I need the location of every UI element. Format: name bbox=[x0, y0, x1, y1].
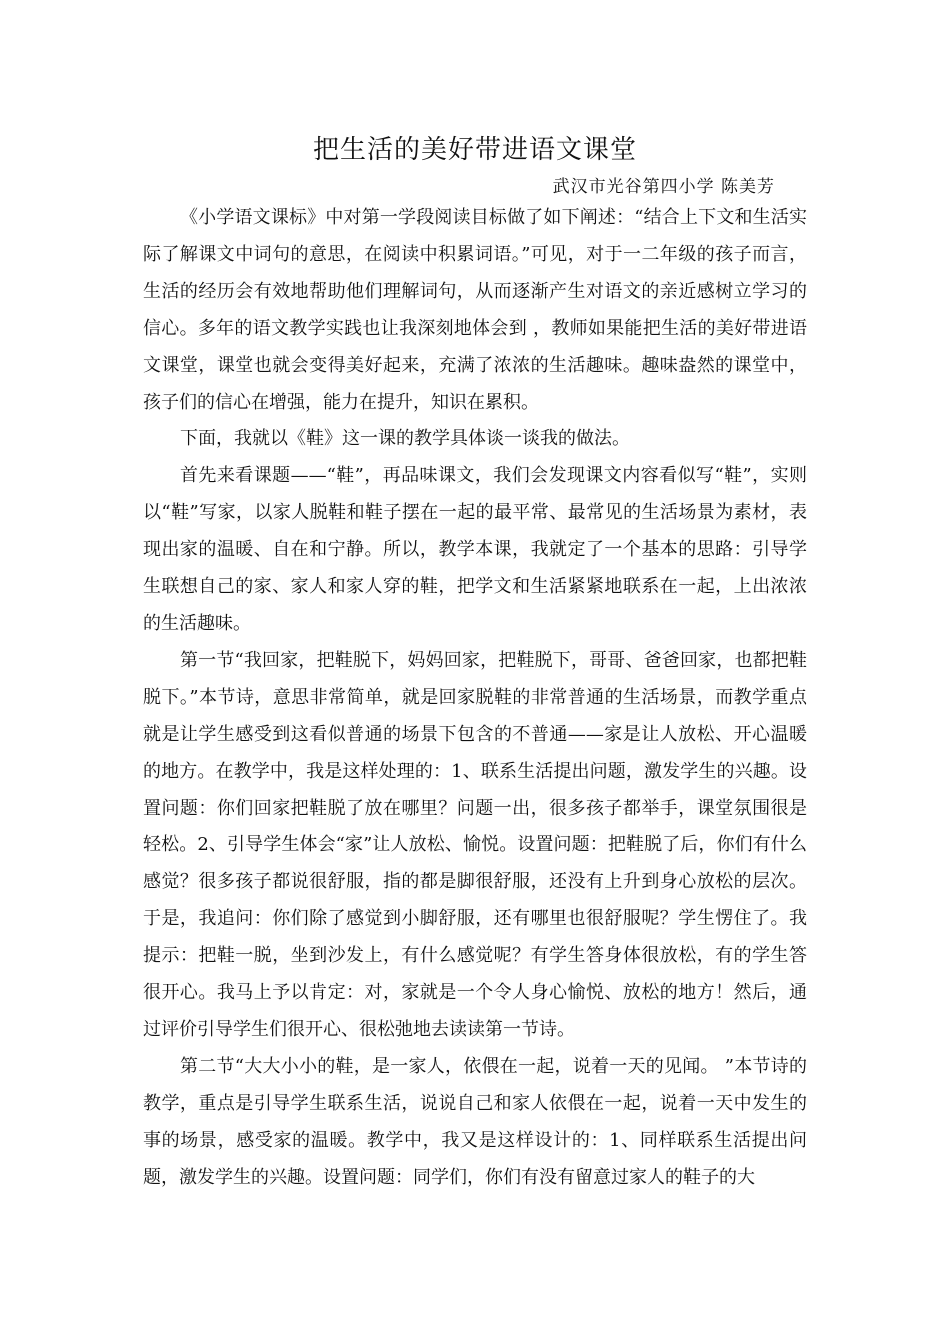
author-line: 武汉市光谷第四小学 陈美芳 bbox=[552, 177, 775, 197]
paragraph: 第一节“我回家，把鞋脱下，妈妈回家，把鞋脱下，哥哥、爸爸回家，也都把鞋脱下。”本节诗，意思非常简单，就是回家脱鞋的非常普通的生活场景，而教学重点就是让学生感受到这看似普通的场景下包含的不普通——家是让人放松、开心温暖的地方。在教学中，我是这样处理的：1、联系生活提出问题，激发学生的兴趣。设置问题：你们回家把鞋脱了放在哪里？问题一出，很多孩子都举手，课堂氛围很是轻松。2、引导学生体会“家”让人放松、愉悦。设置问题：把鞋脱了后，你们有什么感觉？很多孩子都说很舒服，指的都是脚很舒服，还没有上升到身心放松的层次。于是，我追问：你们除了感觉到小脚舒服，还有哪里也很舒服呢？学生愣住了。我提示：把鞋一脱，坐到沙发上，有什么感觉呢？有学生答身体很放松，有的学生答很开心。我马上予以肯定：对，家就是一个令人身心愉悦、放松的地方！然后，通过评价引导学生们很开心、很松弛地去读读第一节诗。 bbox=[143, 649, 807, 1040]
paragraph: 第二节“大大小小的鞋，是一家人，依偎在一起，说着一天的见闻。 ”本节诗的教学，重点是引导学生联系生活，说说自己和家人依偎在一起，说着一天中发生的事的场景，感受家的温暖。教学中，我又是这样设计的：1、同样联系生活提出问题，激发学生的兴趣。设置问题：同学们，你们有没有留意过家人的鞋子的大 bbox=[143, 1055, 807, 1188]
paragraph: 《小学语文课标》中对第一学段阅读目标做了如下阐述：“结合上下文和生活实际了解课文中词句的意思，在阅读中积累词语。”可见，对于一二年级的孩子而言，生活的经历会有效地帮助他们理解词句，从而逐渐产生对语文的亲近感树立学习的信心。多年的语文教学实践也让我深刻地体会到 ，教师如果能把生活的美好带进语文课堂，课堂也就会变得美好起来，充满了浓浓的生活趣味。趣味盎然的课堂中，孩子们的信心在增强，能力在提升，知识在累积。 bbox=[143, 207, 807, 413]
paragraph: 首先来看课题——“鞋”，再品味课文，我们会发现课文内容看似写“鞋”，实则以“鞋”写家，以家人脱鞋和鞋子摆在一起的最平常、最常见的生活场景为素材，表现出家的温暖、自在和宁静。所以，教学本课，我就定了一个基本的思路：引导学生联想自己的家、家人和家人穿的鞋，把学文和生活紧紧地联系在一起，上出浓浓的生活趣味。 bbox=[143, 465, 807, 634]
document-body bbox=[143, 200, 807, 1196]
document-title: 把生活的美好带进语文课堂 bbox=[312, 135, 637, 165]
paragraph: 下面，我就以《鞋》这一课的教学具体谈一谈我的做法。 bbox=[180, 428, 630, 450]
